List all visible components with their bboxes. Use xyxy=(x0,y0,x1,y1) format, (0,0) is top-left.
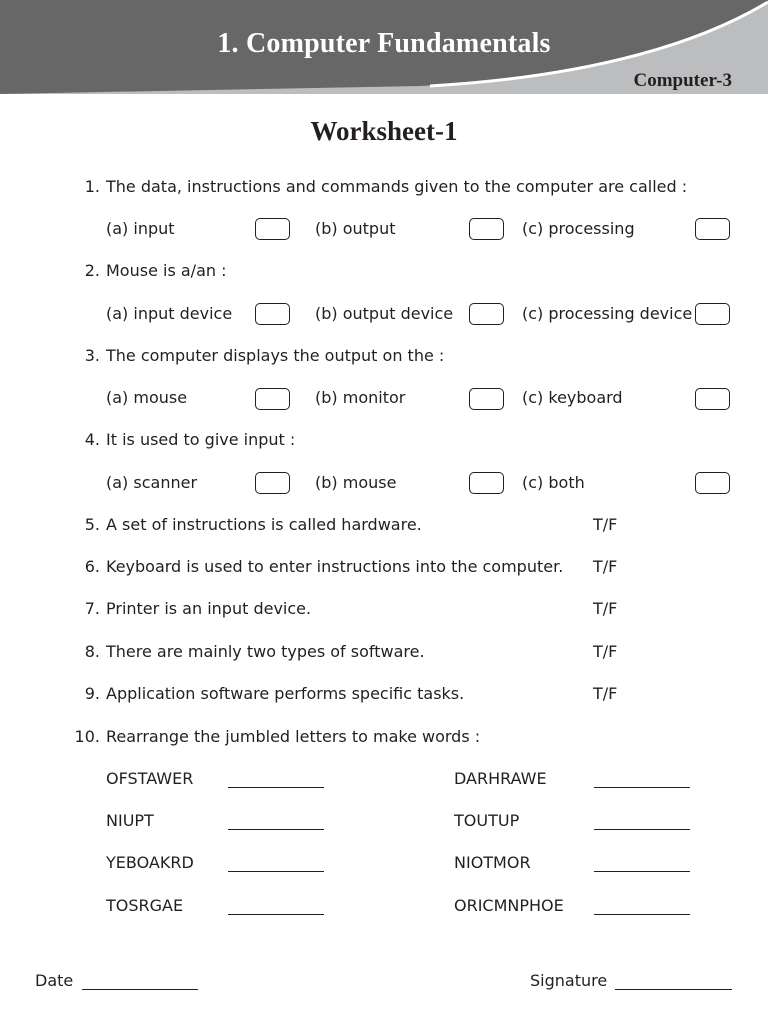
answer-box[interactable] xyxy=(255,303,290,325)
answer-box[interactable] xyxy=(695,303,730,325)
option-b: (b) output xyxy=(315,219,396,238)
option-b: (b) monitor xyxy=(315,388,406,407)
date-blank[interactable] xyxy=(82,989,198,990)
answer-blank[interactable] xyxy=(228,829,324,830)
option-c: (c) both xyxy=(522,473,585,492)
option-b: (b) mouse xyxy=(315,473,397,492)
answer-blank[interactable] xyxy=(594,871,690,872)
answer-blank[interactable] xyxy=(594,914,690,915)
answer-box[interactable] xyxy=(695,218,730,240)
answer-box[interactable] xyxy=(695,472,730,494)
option-a: (a) input device xyxy=(106,304,233,323)
tf-label[interactable]: T/F xyxy=(593,684,618,703)
question-number: 3. xyxy=(84,346,100,365)
tf-statement: A set of instructions is called hardware. xyxy=(106,515,422,534)
jumbled-word: OFSTAWER xyxy=(106,769,194,788)
question-number: 9. xyxy=(84,684,100,703)
question-number: 1. xyxy=(84,177,100,196)
tf-statement: Application software performs specific tasks. xyxy=(106,684,465,703)
question-text: It is used to give input : xyxy=(106,430,296,449)
tf-statement: Keyboard is used to enter instructions into the computer. xyxy=(106,557,564,576)
answer-box[interactable] xyxy=(255,388,290,410)
answer-box[interactable] xyxy=(695,388,730,410)
answer-box[interactable] xyxy=(469,303,504,325)
question-number: 7. xyxy=(84,599,100,618)
answer-blank[interactable] xyxy=(228,914,324,915)
option-c: (c) processing xyxy=(522,219,635,238)
option-a: (a) mouse xyxy=(106,388,188,407)
answer-blank[interactable] xyxy=(228,787,324,788)
subject-label: Computer-3 xyxy=(633,70,732,91)
answer-box[interactable] xyxy=(255,218,290,240)
question-number: 4. xyxy=(84,430,100,449)
jumbled-word: YEBOAKRD xyxy=(106,853,194,872)
signature-blank[interactable] xyxy=(615,989,732,990)
option-a: (a) input xyxy=(106,219,175,238)
jumbled-word: NIUPT xyxy=(106,811,154,830)
worksheet-title: Worksheet-1 xyxy=(310,116,458,146)
option-a: (a) scanner xyxy=(106,473,198,492)
tf-label[interactable]: T/F xyxy=(593,642,618,661)
option-b: (b) output device xyxy=(315,304,454,323)
question-number: 6. xyxy=(84,557,100,576)
jumbled-word: DARHRAWE xyxy=(454,769,547,788)
question-text: Mouse is a/an : xyxy=(106,261,227,280)
answer-blank[interactable] xyxy=(594,829,690,830)
tf-label[interactable]: T/F xyxy=(593,515,618,534)
chapter-title: 1. Computer Fundamentals xyxy=(217,28,551,59)
answer-box[interactable] xyxy=(469,218,504,240)
question-number: 8. xyxy=(84,642,100,661)
jumbled-word: NIOTMOR xyxy=(454,853,531,872)
tf-label[interactable]: T/F xyxy=(593,599,618,618)
jumbled-word: TOUTUP xyxy=(454,811,520,830)
answer-box[interactable] xyxy=(255,472,290,494)
signature-label: Signature xyxy=(530,971,608,990)
answer-box[interactable] xyxy=(469,472,504,494)
question-number: 5. xyxy=(84,515,100,534)
question-number: 10. xyxy=(74,727,100,746)
tf-statement: Printer is an input device. xyxy=(106,599,312,618)
option-c: (c) keyboard xyxy=(522,388,623,407)
answer-box[interactable] xyxy=(469,388,504,410)
answer-blank[interactable] xyxy=(228,871,324,872)
question-text: Rearrange the jumbled letters to make words : xyxy=(106,727,481,746)
option-c: (c) processing device xyxy=(522,304,693,323)
jumbled-word: ORICMNPHOE xyxy=(454,896,564,915)
tf-statement: There are mainly two types of software. xyxy=(106,642,425,661)
chapter-header xyxy=(0,0,768,100)
jumbled-word: TOSRGAE xyxy=(106,896,184,915)
question-number: 2. xyxy=(84,261,100,280)
answer-blank[interactable] xyxy=(594,787,690,788)
tf-label[interactable]: T/F xyxy=(593,557,618,576)
question-text: The data, instructions and commands given to the computer are called : xyxy=(106,177,688,196)
question-text: The computer displays the output on the : xyxy=(106,346,445,365)
date-label: Date xyxy=(35,971,74,990)
